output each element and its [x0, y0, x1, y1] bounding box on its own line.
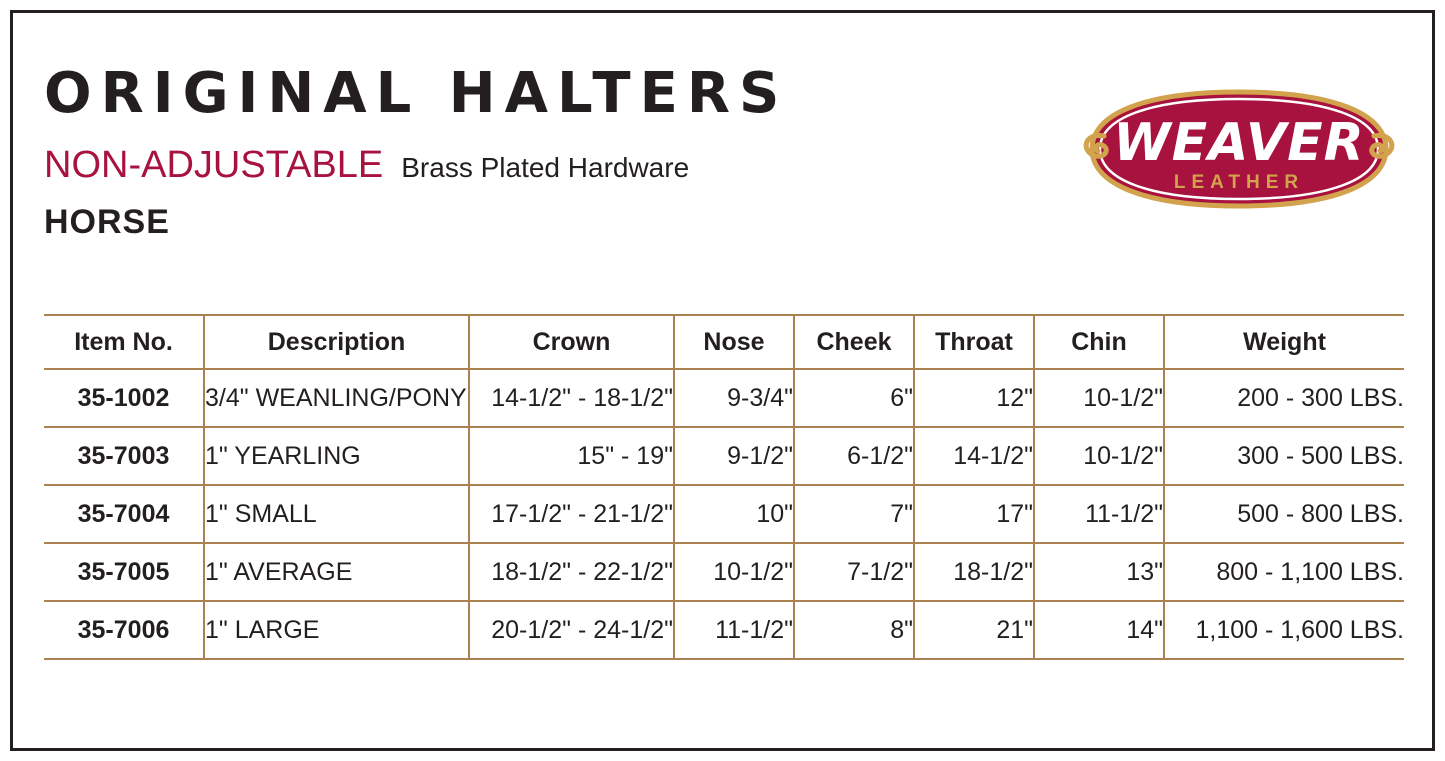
page-content	[44, 28, 1404, 660]
page-title: ORIGINAL HALTERS	[44, 61, 789, 126]
cell-nose: 9-1/2"	[674, 427, 794, 485]
table-body	[44, 369, 1404, 659]
cell-chin: 10-1/2"	[1034, 369, 1164, 427]
logo-brand-text: WEAVER	[1113, 113, 1365, 173]
cell-item-no: 35-7004	[44, 485, 204, 543]
cell-nose: 10-1/2"	[674, 543, 794, 601]
cell-item-no: 35-7005	[44, 543, 204, 601]
cell-nose: 10"	[674, 485, 794, 543]
cell-item-no: 35-7003	[44, 427, 204, 485]
cell-crown: 20-1/2" - 24-1/2"	[469, 601, 674, 659]
column-header-nose: Nose	[674, 315, 794, 369]
cell-weight: 200 - 300 LBS.	[1164, 369, 1404, 427]
subtitle-adjustability: NON-ADJUSTABLE	[44, 144, 384, 186]
column-header-chin: Chin	[1034, 315, 1164, 369]
subtitle-hardware: Brass Plated Hardware	[401, 152, 690, 183]
cell-description: 1" YEARLING	[204, 427, 469, 485]
cell-throat: 18-1/2"	[914, 543, 1034, 601]
cell-throat: 17"	[914, 485, 1034, 543]
weaver-leather-logo	[1074, 74, 1404, 224]
column-header-crown: Crown	[469, 315, 674, 369]
table-header-row	[44, 315, 1404, 369]
page-header	[44, 61, 1404, 298]
cell-crown: 18-1/2" - 22-1/2"	[469, 543, 674, 601]
cell-cheek: 6-1/2"	[794, 427, 914, 485]
column-header-cheek: Cheek	[794, 315, 914, 369]
cell-chin: 10-1/2"	[1034, 427, 1164, 485]
cell-cheek: 7"	[794, 485, 914, 543]
cell-weight: 1,100 - 1,600 LBS.	[1164, 601, 1404, 659]
logo-sub-text: LEATHER	[1173, 172, 1305, 193]
cell-throat: 21"	[914, 601, 1034, 659]
section-title-horse: HORSE	[44, 203, 170, 241]
column-header-weight: Weight	[1164, 315, 1404, 369]
cell-throat: 12"	[914, 369, 1034, 427]
cell-nose: 9-3/4"	[674, 369, 794, 427]
cell-cheek: 7-1/2"	[794, 543, 914, 601]
table-row	[44, 601, 1404, 659]
cell-chin: 14"	[1034, 601, 1164, 659]
cell-weight: 500 - 800 LBS.	[1164, 485, 1404, 543]
cell-item-no: 35-7006	[44, 601, 204, 659]
cell-description: 1" SMALL	[204, 485, 469, 543]
table-row	[44, 369, 1404, 427]
cell-crown: 17-1/2" - 21-1/2"	[469, 485, 674, 543]
cell-description: 1" AVERAGE	[204, 543, 469, 601]
cell-item-no: 35-1002	[44, 369, 204, 427]
table-row	[44, 485, 1404, 543]
cell-chin: 13"	[1034, 543, 1164, 601]
cell-weight: 300 - 500 LBS.	[1164, 427, 1404, 485]
cell-chin: 11-1/2"	[1034, 485, 1164, 543]
table-row	[44, 543, 1404, 601]
cell-cheek: 6"	[794, 369, 914, 427]
cell-throat: 14-1/2"	[914, 427, 1034, 485]
cell-nose: 11-1/2"	[674, 601, 794, 659]
column-header-description: Description	[204, 315, 469, 369]
cell-description: 3/4" WEANLING/PONY	[204, 369, 469, 427]
column-header-throat: Throat	[914, 315, 1034, 369]
cell-crown: 14-1/2" - 18-1/2"	[469, 369, 674, 427]
cell-crown: 15" - 19"	[469, 427, 674, 485]
cell-description: 1" LARGE	[204, 601, 469, 659]
table-header	[44, 315, 1404, 369]
halter-spec-table	[44, 314, 1404, 660]
cell-weight: 800 - 1,100 LBS.	[1164, 543, 1404, 601]
logo-graphic	[1074, 74, 1404, 224]
cell-cheek: 8"	[794, 601, 914, 659]
column-header-item-no: Item No.	[44, 315, 204, 369]
table-row	[44, 427, 1404, 485]
